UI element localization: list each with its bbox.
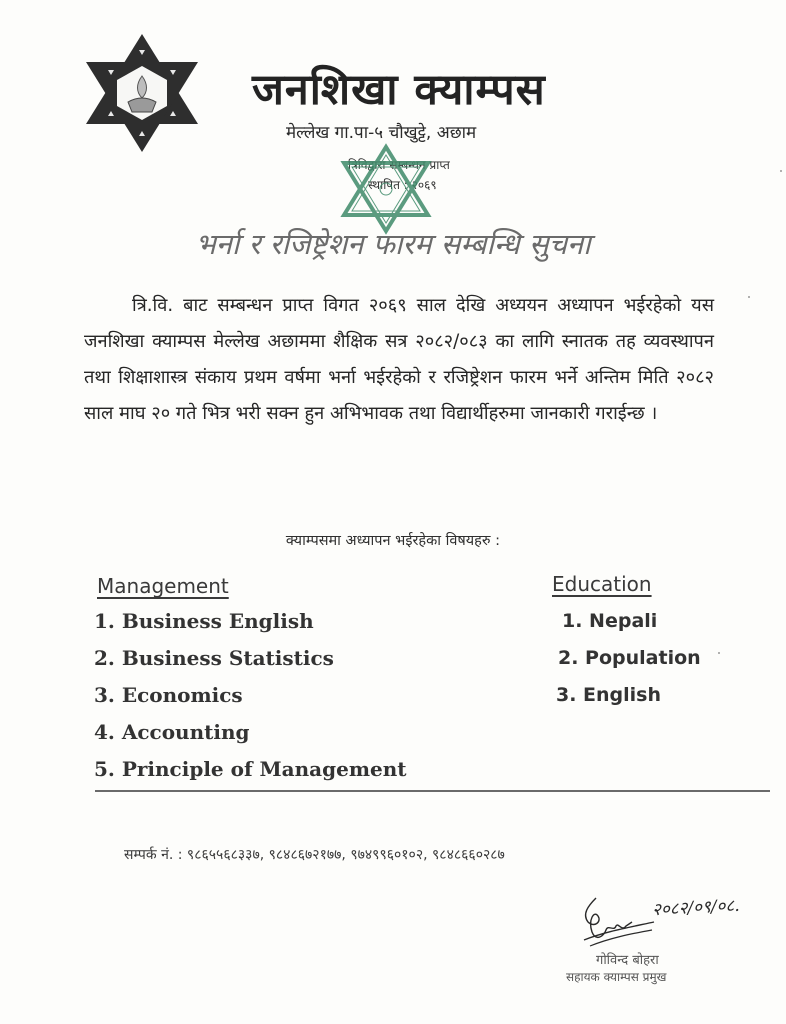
education-subject: 3. English: [556, 684, 662, 706]
signature-date: २०८२/०९/०८.: [651, 895, 741, 921]
established-year: स्थापित : २०६९: [368, 178, 437, 192]
campus-name: जनशिखा क्याम्पस: [252, 65, 546, 115]
signer-title: सहायक क्याम्पस प्रमुख: [566, 970, 667, 984]
management-heading: Management: [97, 574, 229, 598]
notice-body: त्रि.वि. बाट सम्बन्धन प्राप्त विगत २०६९ साल देखि अध्ययन अध्यापन भईरहेको यस जनशिखा क्याम्पस मेल्लेख अछाममा शैक्षिक सत्र २०८२/०८३ का लागि स्नातक तह व्यवस्थापन तथा शिक्षाशास्त्र संकाय प्रथम वर्षमा भर्ना भईरहेको र रजिष्ट्रेशन फारम भर्ने अन्तिम मिति २०८२ साल माघ २० गते भित्र भरी सक्न हुन अभिभावक तथा विद्यार्थीहरुमा जानकारी गराईन्छ ।: [84, 295, 714, 424]
management-subject: 2. Business Statistics: [94, 646, 334, 670]
campus-logo-star-icon: [78, 32, 206, 154]
management-subject: 5. Principle of Management: [94, 757, 407, 781]
education-heading: Education: [552, 572, 652, 596]
campus-address: मेल्लेख गा.पा-५ चौखुट्टे, अछाम: [286, 123, 477, 143]
contact-numbers: सम्पर्क नं. : ९८६५५६८३३७, ९८४८६७२१७७, ९७४९९६०१०२, ९८४८६६०२८७: [124, 847, 505, 863]
education-subject: 2. Population: [558, 647, 701, 669]
management-subject: 3. Economics: [94, 683, 243, 707]
section-divider: [95, 790, 770, 792]
subjects-heading: क्याम्पसमा अध्यापन भईरहेका विषयहरु :: [285, 533, 501, 549]
notice-title: भर्ना र रजिष्ट्रेशन फारम सम्बन्धि सुचना: [195, 227, 591, 261]
education-subject: 1. Nepali: [562, 610, 658, 632]
official-stamp-icon: [338, 143, 434, 235]
management-subject: 1. Business English: [94, 609, 314, 633]
signer-name: गोविन्द बोहरा: [596, 953, 659, 968]
affiliation-text: त्रिविद्वारा सम्बन्धन प्राप्त: [348, 158, 450, 172]
management-subject: 4. Accounting: [94, 720, 250, 744]
